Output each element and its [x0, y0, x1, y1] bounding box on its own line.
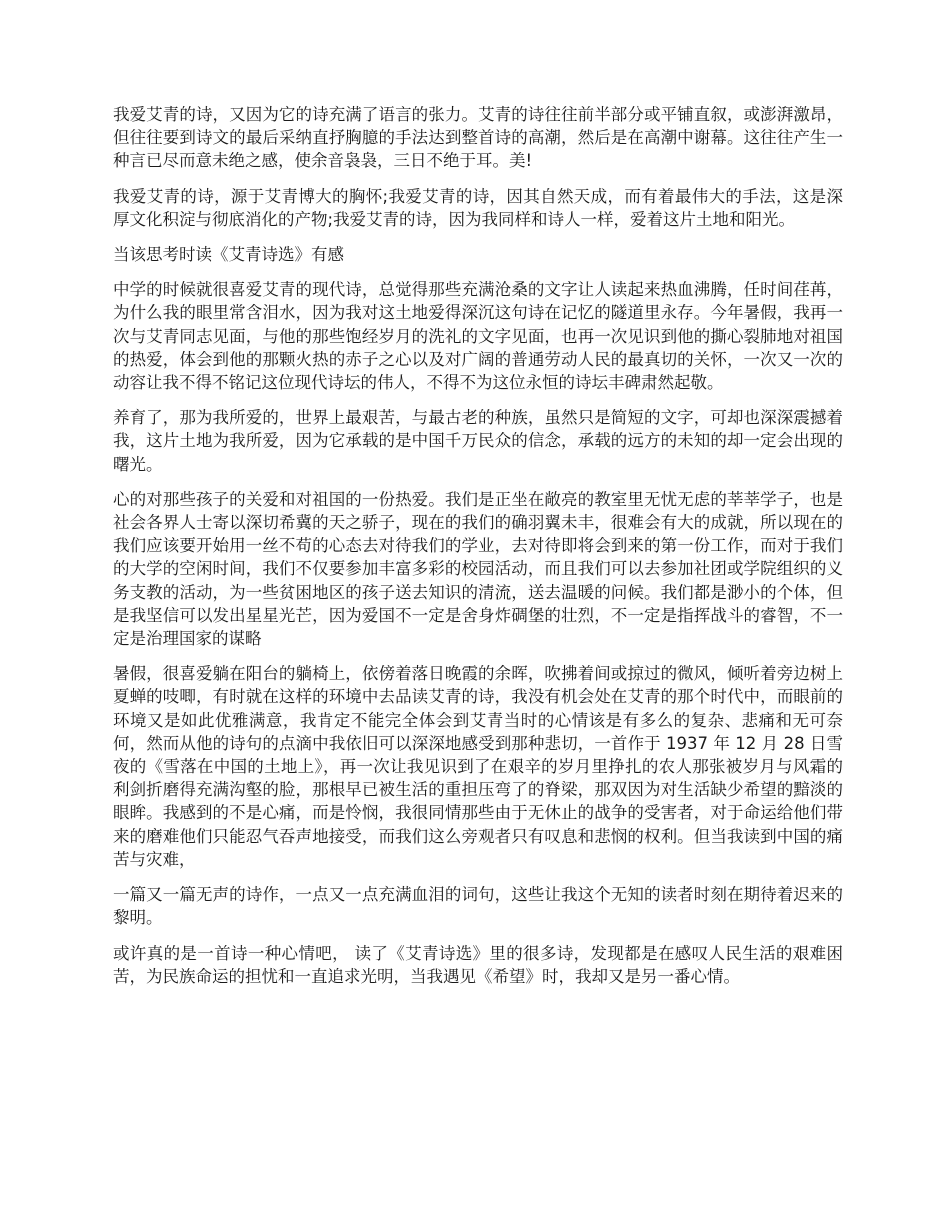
paragraph-8: 或许真的是一首诗一种心情吧， 读了《艾青诗选》里的很多诗，发现都是在感叹人民生活的艰难困苦，为民族命运的担忧和一直追求光明，当我遇见《希望》时，我却又是另一番心情。 — [113, 943, 843, 986]
paragraph-7: 一篇又一篇无声的诗作，一点又一点充满血泪的词句，这些让我这个无知的读者时刻在期待着迟来的黎明。 — [113, 885, 843, 928]
paragraph-4: 养育了，那为我所爱的，世界上最艰苦，与最古老的种族，虽然只是简短的文字，可却也深深震撼着我，这片土地为我所爱，因为它承载的是中国千万民众的信念，承载的远方的未知的却一定会出现的曙光。 — [113, 408, 843, 474]
paragraph-2: 我爱艾青的诗，源于艾青博大的胸怀;我爱艾青的诗，因其自然天成，而有着最伟大的手法，这是深厚文化积淀与彻底消化的产物;我爱艾青的诗，因为我同样和诗人一样，爱着这片土地和阳光。 — [113, 186, 843, 229]
paragraph-3: 中学的时候就很喜爱艾青的现代诗，总觉得那些充满沧桑的文字让人读起来热血沸腾，任时间荏苒，为什么我的眼里常含泪水，因为我对这土地爱得深沉这句诗在记忆的隧道里永存。今年暑假，我再一次与艾青同志见面，与他的那些饱经岁月的洗礼的文字见面，也再一次见识到他的撕心裂肺地对祖国的热爱，体会到他的那颗火热的赤子之心以及对广阔的普通劳动人民的最真切的关怀，一次又一次的动容让我不得不铭记这位现代诗坛的伟人，不得不为这位永恒的诗坛丰碑肃然起敬。 — [113, 280, 843, 393]
document-body — [113, 103, 843, 1000]
paragraph-1: 我爱艾青的诗，又因为它的诗充满了语言的张力。艾青的诗往往前半部分或平铺直叙，或澎湃激昂，但往往要到诗文的最后采纳直抒胸臆的手法达到整首诗的高潮，然后是在高潮中谢幕。这往往产生一种言已尽而意未绝之感，使余音袅袅，三日不绝于耳。美! — [113, 105, 843, 171]
paragraph-6: 暑假，很喜爱躺在阳台的躺椅上，依傍着落日晚霞的余晖，吹拂着间或掠过的微风，倾听着旁边树上夏蝉的吱唧，有时就在这样的环境中去品读艾青的诗，我没有机会处在艾青的那个时代中，而眼前的环境又是如此优雅满意，我肯定不能完全体会到艾青当时的心情该是有多么的复杂、悲痛和无可奈何，然而从他的诗句的点滴中我依旧可以深深地感受到那种悲切，一首作于 1937 年 12 月 28 日雪夜的《雪落在中国的土地上》，再一次让我见识到了在艰辛的岁月里挣扎的农人那张被岁月与风霜的利剑折磨得充满沟壑的脸，那根早已被生活的重担压弯了的脊梁，那双因为对生活缺少希望的黯淡的眼眸。我感到的不是心痛，而是怜悯，我很同情那些由于无休止的战争的受害者，对于命运给他们带来的磨难他们只能忍气吞声地接受，而我们这么旁观者只有叹息和悲悯的权利。但当我读到中国的痛苦与灾难， — [113, 664, 843, 869]
paragraph-5: 心的对那些孩子的关爱和对祖国的一份热爱。我们是正坐在敞亮的教室里无忧无虑的莘莘学子，也是社会各界人士寄以深切希冀的天之骄子，现在的我们的确羽翼未丰，很难会有大的成就，所以现在的我们应该要开始用一丝不苟的心态去对待我们的学业，去对待即将会到来的第一份工作，而对于我们的大学的空闲时间，我们不仅要参加丰富多彩的校园活动，而且我们可以去参加社团或学院组织的义务支教的活动，为一些贫困地区的孩子送去知识的清流，送去温暖的问候。我们都是渺小的个体，但是我坚信可以发出星星光芒，因为爱国不一定是舍身炸碉堡的壮烈，不一定是指挥战斗的睿智，不一定是治理国家的谋略 — [113, 489, 843, 649]
section-heading: 当该思考时读《艾青诗选》有感 — [113, 245, 344, 265]
